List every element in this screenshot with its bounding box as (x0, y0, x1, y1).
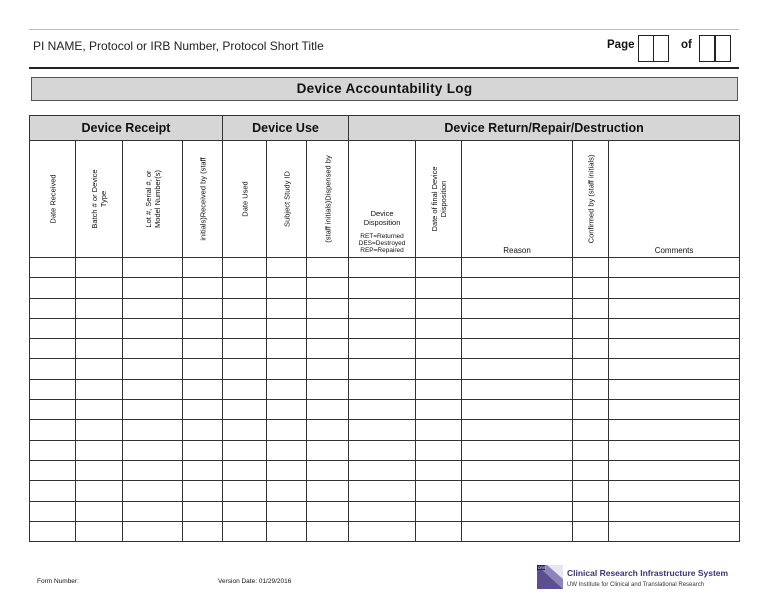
entry-cell[interactable] (123, 379, 183, 399)
table-row (30, 359, 740, 379)
col-lot-line2: Model Number(s) (152, 170, 162, 228)
entry-cell[interactable] (462, 339, 573, 359)
col-date-used-label: Date Used (240, 181, 249, 217)
entry-cell[interactable] (30, 379, 76, 399)
col-comments-label: Comments (654, 246, 694, 255)
table-row (30, 460, 740, 480)
entry-cell[interactable] (223, 440, 267, 460)
entry-cell[interactable] (307, 481, 349, 501)
entry-cell[interactable] (30, 359, 76, 379)
entry-cell[interactable] (267, 440, 307, 460)
entry-cell[interactable] (416, 379, 462, 399)
col-final-date-line1: Date of final Device (429, 166, 439, 232)
entry-cell[interactable] (307, 379, 349, 399)
entry-cell[interactable] (462, 359, 573, 379)
entry-cell[interactable] (183, 359, 223, 379)
code-destroyed: DES=Destroyed (358, 240, 406, 247)
entry-cell[interactable] (183, 318, 223, 338)
entry-cell[interactable] (609, 339, 740, 359)
entry-cell[interactable] (307, 400, 349, 420)
entry-cell[interactable] (573, 420, 609, 440)
entry-cell[interactable] (76, 400, 123, 420)
entry-cell[interactable] (223, 521, 267, 541)
col-final-date-label (430, 166, 448, 231)
entry-cell[interactable] (76, 501, 123, 521)
col-batch (76, 141, 123, 258)
table-row (30, 481, 740, 501)
col-batch-label (90, 169, 108, 228)
entry-cell[interactable] (267, 521, 307, 541)
entry-cell[interactable] (609, 359, 740, 379)
entry-cell[interactable] (609, 379, 740, 399)
entry-cell[interactable] (462, 521, 573, 541)
col-lot-line1: Lot #, Serial #, or (143, 170, 153, 228)
entry-cell[interactable] (307, 460, 349, 480)
form-number: Form Number: (37, 578, 79, 585)
col-subject-id (267, 141, 307, 258)
entry-cell[interactable] (183, 481, 223, 501)
entry-cell[interactable] (416, 440, 462, 460)
entry-cell[interactable] (307, 521, 349, 541)
entry-cell[interactable] (416, 278, 462, 298)
page-label: Page (607, 39, 635, 51)
page-number-box-1[interactable] (638, 35, 654, 62)
entry-cell[interactable] (30, 501, 76, 521)
entry-cell[interactable] (349, 460, 416, 480)
entry-cell[interactable] (416, 501, 462, 521)
entry-cell[interactable] (223, 460, 267, 480)
entry-cell[interactable] (307, 420, 349, 440)
entry-cell[interactable] (183, 258, 223, 278)
entry-cell[interactable] (349, 359, 416, 379)
entry-cell[interactable] (123, 440, 183, 460)
entry-cell[interactable] (349, 298, 416, 318)
entry-cell[interactable] (223, 339, 267, 359)
col-subject-id-label: Subject Study ID (282, 171, 291, 227)
entry-cell[interactable] (183, 460, 223, 480)
entry-cell[interactable] (416, 318, 462, 338)
protocol-title-field[interactable]: PI NAME, Protocol or IRB Number, Protocol Short Title (33, 39, 324, 53)
col-received-by-label: initials)Received by (staff (198, 157, 207, 241)
table-row (30, 339, 740, 359)
entry-cell[interactable] (573, 460, 609, 480)
entry-cell[interactable] (30, 460, 76, 480)
entry-cell[interactable] (573, 440, 609, 460)
entry-cell[interactable] (609, 460, 740, 480)
entry-cell[interactable] (267, 258, 307, 278)
col-dispensed-by (307, 141, 349, 258)
col-reason-label: Reason (503, 246, 531, 255)
entry-cell[interactable] (183, 420, 223, 440)
org-subtitle: UW Institute for Clinical and Translational Research (567, 582, 705, 588)
entry-cell[interactable] (349, 400, 416, 420)
entry-cell[interactable] (462, 258, 573, 278)
code-returned: RET=Returned (360, 233, 404, 240)
org-name: Clinical Research Infrastructure System (567, 568, 729, 578)
entry-cell[interactable] (307, 298, 349, 318)
entry-cell[interactable] (609, 501, 740, 521)
cris-logo-icon (537, 565, 563, 589)
entry-cell[interactable] (123, 359, 183, 379)
code-repaired: REP=Repaired (360, 247, 404, 254)
table-row (30, 318, 740, 338)
entry-cell[interactable] (573, 258, 609, 278)
col-date-received-label: Date Received (48, 174, 57, 224)
entry-cell[interactable] (76, 521, 123, 541)
entry-cell[interactable] (573, 521, 609, 541)
col-date-received (30, 141, 76, 258)
entry-cell[interactable] (573, 318, 609, 338)
entry-cell[interactable] (462, 318, 573, 338)
col-batch-line1: Batch # or Device (90, 169, 99, 229)
entry-cell[interactable] (416, 460, 462, 480)
entry-cell[interactable] (183, 501, 223, 521)
entry-cell[interactable] (349, 440, 416, 460)
entry-cell[interactable] (223, 359, 267, 379)
entry-cell[interactable] (267, 379, 307, 399)
entry-cell[interactable] (462, 501, 573, 521)
entry-cell[interactable] (30, 339, 76, 359)
entry-cell[interactable] (76, 318, 123, 338)
table-row (30, 379, 740, 399)
entry-cell[interactable] (573, 298, 609, 318)
entry-cell[interactable] (307, 278, 349, 298)
entry-cell[interactable] (573, 278, 609, 298)
entry-cell[interactable] (223, 481, 267, 501)
entry-cell[interactable] (609, 318, 740, 338)
entry-cell[interactable] (183, 400, 223, 420)
entry-cell[interactable] (183, 379, 223, 399)
group-device-return: Device Return/Repair/Destruction (349, 116, 740, 141)
table-row (30, 440, 740, 460)
entry-cell[interactable] (76, 460, 123, 480)
version-date: Version Date: 01/29/2016 (218, 578, 292, 585)
col-confirmed-by (573, 141, 609, 258)
entry-cell[interactable] (267, 298, 307, 318)
entry-cell[interactable] (267, 400, 307, 420)
entry-cell[interactable] (573, 481, 609, 501)
entry-cell[interactable] (223, 420, 267, 440)
entry-cell[interactable] (349, 318, 416, 338)
table-row (30, 420, 740, 440)
table-row (30, 258, 740, 278)
entry-cell[interactable] (307, 440, 349, 460)
entry-cell[interactable] (30, 521, 76, 541)
col-reason (462, 141, 573, 258)
entry-cell[interactable] (76, 359, 123, 379)
entry-cell[interactable] (609, 521, 740, 541)
accountability-table (29, 115, 740, 542)
entry-cell[interactable] (462, 460, 573, 480)
logo-badge: CRIS (538, 566, 546, 570)
entry-cell[interactable] (223, 298, 267, 318)
entry-cell[interactable] (416, 359, 462, 379)
entry-cell[interactable] (183, 521, 223, 541)
entry-cell[interactable] (123, 258, 183, 278)
entry-cell[interactable] (123, 278, 183, 298)
entry-cell[interactable] (573, 379, 609, 399)
entry-cell[interactable] (609, 481, 740, 501)
entry-cell[interactable] (76, 339, 123, 359)
entry-cell[interactable] (223, 379, 267, 399)
entry-cell[interactable] (267, 460, 307, 480)
col-disposition-line2: Disposition (363, 218, 401, 227)
entry-cell[interactable] (349, 258, 416, 278)
entry-cell[interactable] (223, 501, 267, 521)
entry-cell[interactable] (123, 460, 183, 480)
col-comments (609, 141, 740, 258)
col-dispensed-by-label: (staff initials)Dispensed by (323, 155, 333, 243)
entry-cell[interactable] (223, 318, 267, 338)
table-row (30, 298, 740, 318)
col-lot-serial (123, 141, 183, 258)
entry-cell[interactable] (223, 400, 267, 420)
entry-cell[interactable] (267, 339, 307, 359)
of-label: of (681, 39, 692, 51)
entry-cell[interactable] (609, 440, 740, 460)
entry-cell[interactable] (416, 420, 462, 440)
entry-cell[interactable] (573, 359, 609, 379)
entry-cell[interactable] (349, 501, 416, 521)
entry-cell[interactable] (573, 501, 609, 521)
entry-cell[interactable] (462, 420, 573, 440)
entry-cell[interactable] (30, 440, 76, 460)
entry-cell[interactable] (30, 278, 76, 298)
entry-cell[interactable] (573, 400, 609, 420)
entry-cell[interactable] (307, 501, 349, 521)
table-row (30, 278, 740, 298)
entry-cell[interactable] (223, 258, 267, 278)
col-final-date-line2: Disposition (438, 180, 448, 218)
col-confirmed-by-label: Confirmed by (staff initials) (586, 154, 596, 244)
entry-cell[interactable] (123, 501, 183, 521)
entry-cell[interactable] (307, 359, 349, 379)
entry-cell[interactable] (123, 420, 183, 440)
entry-cell[interactable] (123, 298, 183, 318)
entry-cell[interactable] (462, 481, 573, 501)
entry-cell[interactable] (123, 521, 183, 541)
entry-cell[interactable] (267, 501, 307, 521)
entry-cell[interactable] (349, 420, 416, 440)
entry-cell[interactable] (609, 258, 740, 278)
entry-cell[interactable] (30, 318, 76, 338)
entry-cell[interactable] (30, 420, 76, 440)
entry-cell[interactable] (462, 278, 573, 298)
entry-cell[interactable] (609, 400, 740, 420)
entry-cell[interactable] (183, 440, 223, 460)
group-device-use: Device Use (223, 116, 349, 141)
entry-cell[interactable] (307, 258, 349, 278)
log-title: Device Accountability Log (31, 77, 738, 101)
entry-cell[interactable] (76, 420, 123, 440)
entry-cell[interactable] (349, 278, 416, 298)
entry-cell[interactable] (30, 298, 76, 318)
entry-cell[interactable] (349, 481, 416, 501)
entry-cell[interactable] (416, 400, 462, 420)
col-final-date (416, 141, 462, 258)
entry-cell[interactable] (30, 481, 76, 501)
table-row (30, 400, 740, 420)
entry-cell[interactable] (573, 339, 609, 359)
entry-cell[interactable] (76, 298, 123, 318)
entry-cell[interactable] (123, 318, 183, 338)
entry-cell[interactable] (462, 298, 573, 318)
entry-cell[interactable] (307, 339, 349, 359)
entry-cell[interactable] (462, 400, 573, 420)
entry-cell[interactable] (76, 440, 123, 460)
group-device-receipt: Device Receipt (30, 116, 223, 141)
total-pages-box-2[interactable] (715, 35, 731, 62)
entry-cell[interactable] (416, 298, 462, 318)
entry-cell[interactable] (267, 278, 307, 298)
entry-cell[interactable] (462, 379, 573, 399)
entry-cell[interactable] (609, 298, 740, 318)
entry-cell[interactable] (183, 278, 223, 298)
entry-cell[interactable] (30, 258, 76, 278)
entry-cell[interactable] (183, 339, 223, 359)
entry-cell[interactable] (609, 278, 740, 298)
log-rows (30, 258, 740, 542)
entry-cell[interactable] (76, 379, 123, 399)
col-disposition (349, 141, 416, 258)
entry-cell[interactable] (223, 278, 267, 298)
entry-cell[interactable] (76, 258, 123, 278)
entry-cell[interactable] (123, 339, 183, 359)
col-batch-line2: Type (99, 190, 108, 208)
entry-cell[interactable] (267, 481, 307, 501)
entry-cell[interactable] (183, 298, 223, 318)
col-disposition-line1: Device (370, 209, 394, 218)
entry-cell[interactable] (349, 339, 416, 359)
total-pages-box-1[interactable] (699, 35, 715, 62)
col-lot-serial-label (144, 170, 162, 228)
table-row (30, 501, 740, 521)
entry-cell[interactable] (349, 379, 416, 399)
entry-cell[interactable] (267, 420, 307, 440)
entry-cell[interactable] (76, 278, 123, 298)
form-header (29, 30, 739, 67)
entry-cell[interactable] (267, 318, 307, 338)
entry-cell[interactable] (123, 400, 183, 420)
entry-cell[interactable] (267, 359, 307, 379)
entry-cell[interactable] (462, 440, 573, 460)
table-row (30, 521, 740, 541)
entry-cell[interactable] (609, 420, 740, 440)
entry-cell[interactable] (416, 258, 462, 278)
col-date-used (223, 141, 267, 258)
entry-cell[interactable] (349, 521, 416, 541)
entry-cell[interactable] (307, 318, 349, 338)
entry-cell[interactable] (416, 339, 462, 359)
col-received-by (183, 141, 223, 258)
entry-cell[interactable] (123, 481, 183, 501)
header-divider (29, 67, 739, 69)
page-number-box-2[interactable] (653, 35, 669, 62)
entry-cell[interactable] (416, 521, 462, 541)
entry-cell[interactable] (30, 400, 76, 420)
entry-cell[interactable] (76, 481, 123, 501)
entry-cell[interactable] (416, 481, 462, 501)
